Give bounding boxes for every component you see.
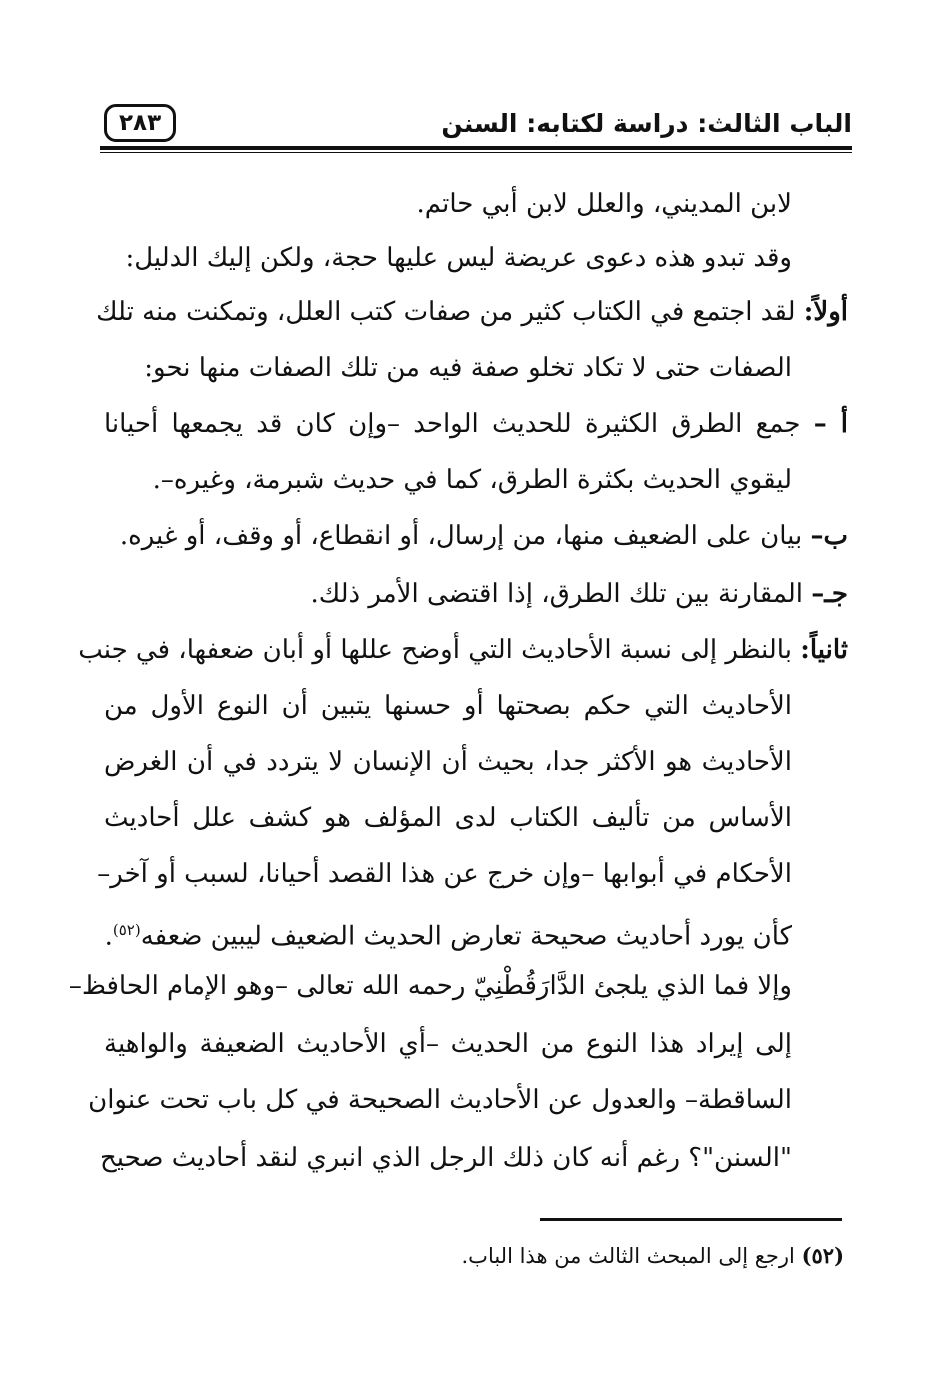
text-line: أولاً: لقد اجتمع في الكتاب كثير من صفات كتب العلل، وتمكنت منه تلك [96,297,848,327]
page-number: ٢٨٣ [104,104,176,142]
footnote-text: ارجع إلى المبحث الثالث من هذا الباب. [461,1244,802,1268]
text-line: وقد تبدو هذه دعوى عريضة ليس عليها حجة، ولكن إليك الدليل: [125,243,792,273]
text-line: الصفات حتى لا تكاد تخلو صفة فيه من تلك الصفات منها نحو: [144,353,792,383]
text-line: الأحاديث التي حكم بصحتها أو حسنها يتبين أن النوع الأول من [104,691,792,721]
text-line: الساقطة– والعدول عن الأحاديث الصحيحة في كل باب تحت عنوان [88,1085,792,1115]
text-line: الأحكام في أبوابها –وإن خرج عن هذا القصد أحيانا، لسبب أو آخر– [97,859,792,889]
text-line: كأن يورد أحاديث صحيحة تعارض الحديث الضعيف ليبين ضعفه$^{(٥٢)}$. [104,921,792,952]
footnote [462,1240,845,1272]
text-line: أ – جمع الطرق الكثيرة للحديث الواحد –وإن كان قد يجمعها أحيانا [104,409,848,439]
text-line: ثانياً: بالنظر إلى نسبة الأحاديث التي أوضح عللها أو أبان ضعفها، في جنب [78,635,848,665]
footnote-number: (٥٢) [801,1243,844,1268]
text-line: الأساس من تأليف الكتاب لدى المؤلف هو كشف علل أحاديث [104,803,792,833]
text-line: ب– بيان على الضعيف منها، من إرسال، أو انقطاع، أو وقف، أو غيره. [119,521,848,551]
text-line: وإلا فما الذي يلجئ الدَّارَقُطْنِيّ رحمه الله تعالى –وهو الإمام الحافظ– [68,971,792,1001]
footnote-ref: (٥٢) [112,921,141,939]
chapter-title: الباب الثالث: دراسة لكتابه: السنن [441,108,852,138]
running-header [104,100,852,146]
text-line: جـ– المقارنة بين تلك الطرق، إذا اقتضى الأمر ذلك. [310,579,848,609]
text-line: "السنن"؟ رغم أنه كان ذلك الرجل الذي انبري لنقد أحاديث صحيح [99,1143,792,1173]
header-rule [100,146,852,150]
header-rule-thin [100,152,852,153]
text-line: إلى إيراد هذا النوع من الحديث –أي الأحاديث الضعيفة والواهية [104,1029,792,1059]
text-line: لابن المديني، والعلل لابن أبي حاتم. [416,189,792,219]
footnote-rule [540,1218,842,1221]
text-line: الأحاديث هو الأكثر جدا، بحيث أن الإنسان لا يتردد في أن الغرض [104,747,792,777]
text-line: ليقوي الحديث بكثرة الطرق، كما في حديث شبرمة، وغيره–. [152,465,792,495]
